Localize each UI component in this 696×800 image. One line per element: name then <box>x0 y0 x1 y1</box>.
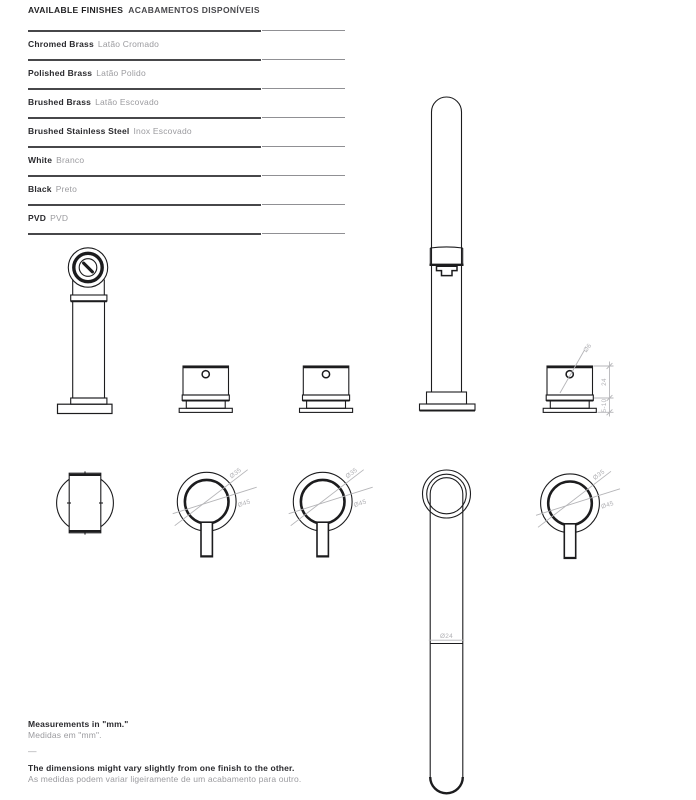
dim-label-handle-inner: Ø35 <box>591 468 607 482</box>
dim-label-handle-outer: Ø45 <box>600 500 615 511</box>
finish-name-pt: PVD <box>50 213 69 223</box>
dim-label-deck-range: 5-10 <box>600 398 608 413</box>
handle-side-view-dimensioned <box>543 366 596 412</box>
dim-label-knob-hole: Ø6 <box>582 342 594 354</box>
footer-note-variation-en: The dimensions might vary slightly from one finish to the other. <box>28 763 295 773</box>
finish-name-pt: Latão Cromado <box>97 39 160 49</box>
finish-name-en: Chromed Brass <box>28 39 94 49</box>
dim-label-spout-diameter: Ø24 <box>440 633 453 640</box>
handle-side-view-1 <box>179 366 232 412</box>
footer-note-measurements-en: Measurements in "mm." <box>28 719 129 729</box>
page-title-en: AVAILABLE FINISHES <box>28 5 124 15</box>
finish-name-en: Brushed Stainless Steel <box>28 126 130 136</box>
footer-note-variation-pt: As medidas podem variar ligeiramente de um acabamento para outro. <box>28 774 302 784</box>
handle-dimensions <box>560 342 614 416</box>
dim-label-handle-inner: Ø35 <box>228 466 244 481</box>
faucet-top-view <box>57 471 114 534</box>
footer-note-measurements-pt: Medidas em "mm". <box>28 730 102 740</box>
footer-divider: — <box>28 746 37 756</box>
finish-name-pt: Branco <box>56 155 85 165</box>
finish-name-en: Polished Brass <box>28 68 93 78</box>
finish-name-pt: Inox Escovado <box>133 126 192 136</box>
footer-notes <box>28 719 301 785</box>
dim-label-handle-outer: Ø45 <box>352 498 368 510</box>
dim-label-handle-outer: Ø45 <box>236 498 252 510</box>
spout-side-view <box>420 97 476 411</box>
faucet-handle-side-view <box>58 248 113 414</box>
handle-side-view-2 <box>300 366 353 412</box>
spout-front-view <box>423 470 471 793</box>
finish-name-en: PVD <box>28 213 47 223</box>
finish-name-pt: Preto <box>55 184 78 194</box>
finish-name-pt: Latão Polido <box>96 68 146 78</box>
finish-name-en: Brushed Brass <box>28 97 92 107</box>
finish-name-pt: Latão Escovado <box>95 97 159 107</box>
dim-label-handle-inner: Ø35 <box>344 466 360 481</box>
finish-name-en: White <box>28 155 53 165</box>
page-title-pt: ACABAMENTOS DISPONÍVEIS <box>128 5 260 15</box>
dim-label-handle-height: 24 <box>600 378 608 386</box>
finish-name-en: Black <box>28 184 52 194</box>
